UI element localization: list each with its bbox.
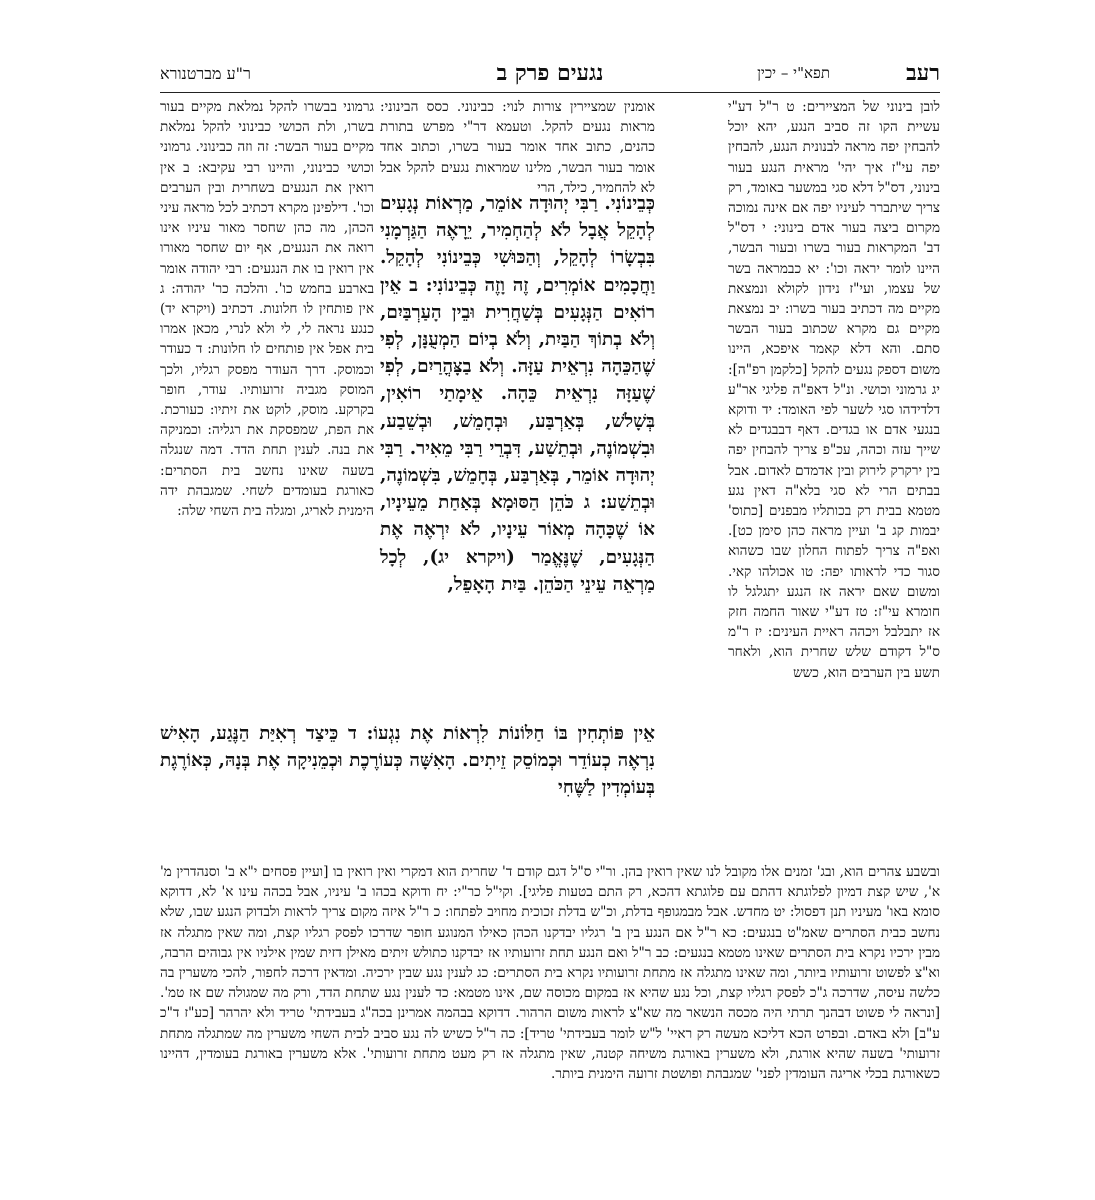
tifereth-header-label: תפא"י – יכין [757, 64, 830, 82]
page-header [160, 60, 940, 90]
header-divider [160, 92, 940, 93]
bartenura-top-block [380, 97, 655, 196]
tifereth-bottom-text: ובשבע צהרים הוא, ובג' זמנים אלו מקובל לנו שאין רואין בהן. ור"י ס"ל דגם קודם ד' שחרית הוא דמקרי ואין רואין בו [ועיין פסחים י"א ב' וסנהדרין מ' א', שיש קצת דמיון לפלוגתא דהתם עם פלוגתא דהכא, רק התם בטעות פליגי]. וקי"ל כר"י: יח ודוקא בכהו ב' עיניו, אבל בכהה עינו א' לא, דדוקא סומא באו' מעיניו תנן דפסול: יט מחדש. אבל מבמגופף בדלת, וכ"ש בדלת זכוכית מחויב לפתחו: כ ר"ל איזה מקום צריך לראות ולבדוק הנגע שבו, שלא נחשב כבית הסתרים שאמ"ט בנגעים: כא ר"ל אם הנגע בין ב' רגליו יבדקנו הכהן כאילו המנוגע חופר שדרכו לפסק רגליו קצת, ומה שאין מתגלה אז מבין ירכיו נקרא בית הסתרים שאינו מטמא בנגעים: כב ר"ל ואם הנגע תחת זרועותיו אז יבדקנו כתולש זיתים מאילן דזית שמין אילניו אין גבוהים הרבה, וא"צ לפשוט זרועותיו ביותר, ומה שאינו מתגלה אז מתחת זרועותיו נקרא בית הסתרים: כג לענין נגע שבין ירכיה. ומדאין דרכה לחפור, להכי משערין בה כלשה עיסה, שדרכה ג"כ לפסק רגליו קצת, וכל נגע שהיא אז במקום מכוסה שם, אינו מטמא: כד לענין נגע שתחת הדד, ורק מה שמגולה שם אז טמ'. [ונראה לי פשוט דבהנך תרתי היה מכסה הנשאר מה שא"צ לראות משום הרהור. דדוקא בבהמה אמרינן בכה"ג בעבידתי' טריד ולא יהרהר [כע"ז ד"כ ע"ב] ולא באדם. ובפרט הכא דליכא מעשה רק ראיי' ל"ש לומר בעבידתי' טריד]: כה ר"ל כשיש לה נגע סביב לבית השחי משערין מה שמתגלה מתחת זרועותי' בשעה שהיא אורגת, ולא משערין באורגת משיחה קטנה, שאין מתגלה אז רק מעט מתחת זרועותי'. אלא משערין באורגת בעומדין, דהיינו כשאורגת בכלי אריגה העומדין לפני' שמגבהת ופושטת זרועה הימנית ביותר. [160, 864, 940, 1083]
mishnah-text: כְּבֵינוֹנִי. רַבִּי יְהוּדָה אוֹמֵר, מַרְאוֹת נְגָעִים לְהָקֵל אֲבָל לֹא לְהַחְמִיר, יֵרָאֶה הַגַּרְמָנִי בִּבְשָׂרוֹ לְהָקֵל, וְהַכּוּשִׁי כְּבֵינוֹנִי לְהָקֵל. וַחֲכָמִים אוֹמְרִים, זֶה וָזֶה כְּבֵינוֹנִי: ב אֵין רוֹאִים הַנְּגָעִים בְּשַׁחֲרִית וּבֵין הָעַרְבַּיִם, וְלֹא בְתוֹךְ הַבַּיִת, וְלֹא בְיוֹם הַמְעֻנָּן, לְפִי שֶׁהַכֵּהָה נִרְאֵית עַזָּה. וְלֹא בַצָּהֳרַיִם, לְפִי שֶׁעַזָּה נִרְאֵית כֵּהָה. אֵימָתַי רוֹאִין, בְּשָׁלֹשׁ, בְּאַרְבַּע, וּבְחָמֵשׁ, וּבְשֵׁבַע, וּבִשְׁמוֹנֶה, וּבְתֵשַׁע, דִּבְרֵי רַבִּי מֵאִיר. רַבִּי יְהוּדָה אוֹמֵר, בְּאַרְבַּע, בְּחָמֵשׁ, בִּשְׁמוֹנֶה, וּבְתֵשַׁע: ג כֹּהֵן הַסּוּמָא בְּאַחַת מֵעֵינָיו, אוֹ שֶׁכָּהָה מְאוֹר עֵינָיו, לֹא יִרְאֶה אֶת הַנְּגָעִים, שֶׁנֶּאֱמַר (ויקרא יג), לְכָל מַרְאֵה עֵינֵי הַכֹּהֵן. בַּיִת הָאָפֵל, [380, 193, 655, 595]
bartenura-column-text: גרמוני בבשרו להקל נמלאת מקיים בעור בשרו, ולת הכושי כבינוני להקל נמלאת מקיים בעור הבשר: זה וזה כבינוני. גרמוני וכושי כבינוני, והיינו רבי עקיבא: ב אין רואין את הנגעים בשחרית ובין הערבים וכו'. דילפינן מקרא דכתיב לכל מראה עיני הכהן, מה כהן שחסר מאור עיניו אינו רואה את הנגעים, אף יום שחסר מאורו אין רואין בו את הנגעים: רבי יהודה אומר בארבע בחמש כו'. והלכה כר' יהודה: ג אין פותחין לו חלונות. דכתיב (ויקרא יד) כנגע נראה לי, לי ולא לנרי, מכאן אמרו בית אפל אין פותחים לו חלונות: ד כעודר וכמוסק. דרך העודר מפסק רגליו, ולכך המוסק מגביה זרועותיו. עודר, חופר בקרקע. מוסק, לוקט את זיתיו: כעורכת. את הפת, שמפסקת את רגליה: וכמניקה את בנה. לענין תחת הדד. דמה שנגלה בשעה שאינו נחשב בית הסתרים: כאורגת בעומדים לשחי. שמגבהת ידה הימנית לאריג, ומגלה בית השחי שלה: [160, 99, 374, 520]
mishnah-main-column [380, 190, 655, 720]
bartenura-top-text: אומנין שמציירין צורות לנוי: כבינוני. כסס הבינוני: מראות נגעים להקל. וטעמא דר"י מפרש בתורת כהנים, כתוב אחד אומר בעור בשרו, וכתוב אחד אומר בעור הבשר, מלינו שמראות נגעים להקל אבל לא להחמיר, כילד, הרי [380, 99, 655, 196]
folio-number: רעב [906, 60, 940, 86]
bartenura-column [160, 97, 374, 707]
tifereth-yisrael-column [728, 97, 940, 857]
chapter-title: נגעים פרק ב [496, 60, 604, 86]
tifereth-bottom-block [160, 862, 940, 1162]
mishnah-wide-block [160, 720, 655, 860]
commentary-header-label: ר"ע מברטנורא [160, 64, 251, 83]
tifereth-column-text: לובן בינוני של המציירים: ט ר"ל דע"י עשיית הקו זה סביב הנגע, יהא יוכל להבחין יפה מראה לבנונית הנגע, להבחין יפה עי"ז איך יהי' מראית הנגע בעור בינוני, דס"ל דלא סגי במשער באומד, רק צריך שיתברר לעיניו יפה אם אינה נמוכה מקרום ביצה בעור אדם בינוני: י דס"ל דב' המקראות בעור בשרו ובעור הבשר, היינו לומר יראה וכו': יא כבמראה בשר של עצמו, ועי"ז נידון לקולא ונמצאת מקיים מה דכתיב בעור בשרו: יב נמצאת מקיים גם מקרא שכתוב בעור הבשר סתם. והא דלא קאמר איפכא, היינו משום דספק נגעים להקל [כלקמן רפ"ה]: יג גרמוני וכושי. ונ"ל דאפ"ה פליגי אר"ע דלדידהו סגי לשער לפי האומד: יד ודוקא בנגעי אדם או בגדים. דאף דבבגדים לא שייך עזה וכהה, עכ"פ צריך להבחין יפה בין ירקרק לירוק ובין אדמדם לאדום. אבל בבתים הרי לא סגי בלא"ה דאין נגע מטמא בבית רק בכותליו מבפנים [כתוס' יבמות קג ב' ועיין מראה כהן סימן כט]. ואפ"ה צריך לפתוח החלון שבו כשהוא סגור כדי לראותו יפה: טו אכולהו קאי. ומשום שאם יראה אז הנגע יתגלגל לו חומרא עי"ז: טז דע"י שאור החמה חזק אז יתבלבל ויכהה ראיית העינים: יז ר"מ ס"ל דקודם שלש שחרית הוא, ולאחר תשע בין הערבים הוא, כשש [728, 99, 940, 681]
mishnah-wide-text: אֵין פּוֹתְחִין בּוֹ חַלּוֹנוֹת לִרְאוֹת אֶת נִגְעוֹ: ד כֵּיצַד רְאִיַּת הַנֶּגַע, הָאִישׁ נִרְאֶה כְעוֹדֵר וּכְמוֹסֵק זֵיתִים. הָאִשָּׁה כְּעוֹרֶכֶת וּכְמֵנִיקָה אֶת בְּנָהּ, כְּאוֹרֶגֶת בְּעוֹמְדִין לַשֶּׁחִי [160, 723, 655, 799]
